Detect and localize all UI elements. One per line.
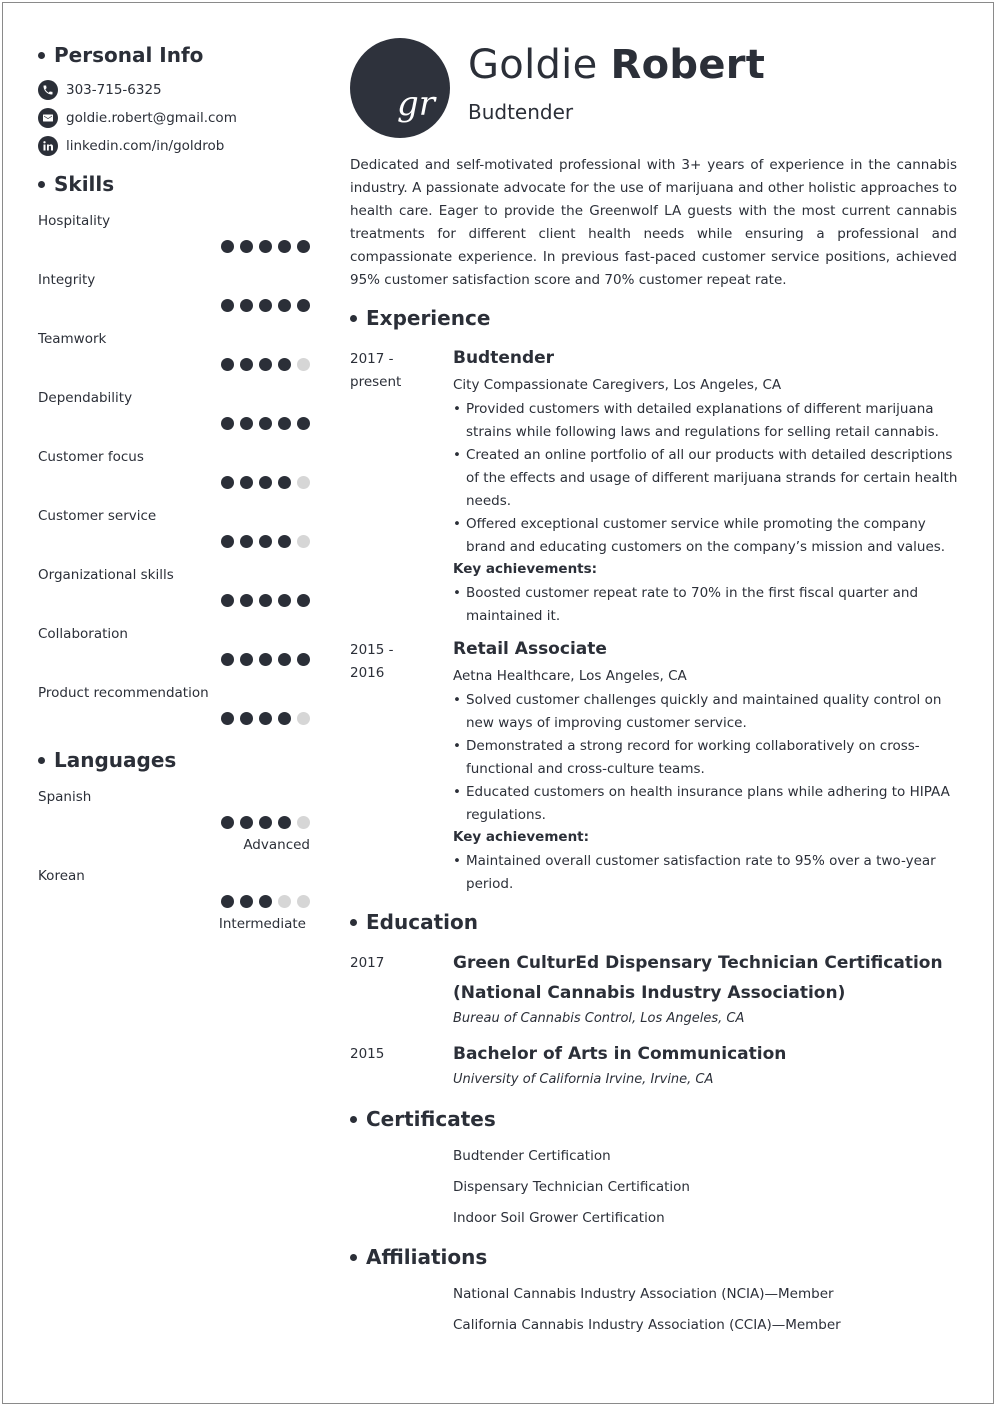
list-item: • Created an online portfolio of all our products with detailed descriptions of the effects and usage of different marijuana strands for certain health needs. — [453, 444, 959, 513]
list-item: • Maintained overall customer satisfaction rate to 95% over a two-year period. — [453, 850, 959, 896]
envelope-icon — [38, 108, 58, 128]
rating-dot-filled — [221, 816, 234, 829]
certificate-item: Budtender Certification — [453, 1148, 611, 1164]
personal-info-heading: Personal Info — [38, 43, 203, 67]
languages-heading: Languages — [38, 748, 176, 772]
rating-dot-filled — [278, 653, 291, 666]
phone-icon — [38, 80, 58, 100]
language-level: Advanced — [243, 837, 310, 853]
rating-dot-filled — [278, 712, 291, 725]
rating-dots — [215, 476, 310, 489]
rating-dot-filled — [278, 816, 291, 829]
linkedin-row — [38, 136, 224, 156]
rating-dot-filled — [240, 653, 253, 666]
rating-dot-filled — [259, 417, 272, 430]
bullet-dot — [38, 52, 45, 59]
linkedin-text: linkedin.com/in/goldrob — [66, 138, 225, 154]
rating-dot-filled — [221, 895, 234, 908]
rating-dot-filled — [259, 358, 272, 371]
rating-dot-filled — [221, 358, 234, 371]
education-title: Green CulturEd Dispensary Technician Certification (National Cannabis Industry Association) — [453, 953, 943, 1003]
rating-dot-filled — [259, 653, 272, 666]
education-institution: Bureau of Cannabis Control, Los Angeles, CA — [453, 1011, 745, 1026]
rating-dot-filled — [221, 712, 234, 725]
job-company: City Compassionate Caregivers, Los Angeles, CA — [453, 377, 782, 393]
rating-dot-filled — [221, 299, 234, 312]
affiliation-item: California Cannabis Industry Association (CCIA)—Member — [453, 1317, 841, 1333]
skill-name: Organizational skills — [38, 567, 174, 583]
list-item: • Offered exceptional customer service while promoting the company brand and educating customers on the company’s mission and values. — [453, 513, 959, 559]
language-name: Korean — [38, 868, 85, 884]
rating-dot-filled — [240, 594, 253, 607]
candidate-name: Goldie Robert — [468, 42, 766, 88]
list-item: • Solved customer challenges quickly and maintained quality control on new ways of improving customer service. — [453, 689, 959, 735]
job-dates: 2015 - 2016 — [350, 642, 394, 681]
rating-dot-filled — [259, 712, 272, 725]
bullet-dot — [350, 919, 357, 926]
rating-dot-filled — [221, 653, 234, 666]
bullet-dot — [350, 1116, 357, 1123]
rating-dot-filled — [278, 299, 291, 312]
rating-dot-filled — [259, 594, 272, 607]
email-text: goldie.robert@gmail.com — [66, 110, 237, 126]
rating-dot-filled — [278, 476, 291, 489]
rating-dot-filled — [259, 299, 272, 312]
bullet-dot — [38, 757, 45, 764]
rating-dot-filled — [259, 895, 272, 908]
job-dates: 2017 - present — [350, 351, 402, 390]
education-year: 2015 — [350, 1046, 385, 1062]
key-achievement-heading: Key achievement: — [453, 829, 590, 845]
rating-dots — [215, 895, 310, 908]
affiliation-item: National Cannabis Industry Association (NCIA)—Member — [453, 1286, 834, 1302]
rating-dot-filled — [278, 240, 291, 253]
summary-paragraph: Dedicated and self-motivated professional with 3+ years of experience in the cannabis industry. A passionate advocate for the use of marijuana and other holistic approaches to health care. Eager to provide the Greenwolf LA guests with the most current cannabis treatments for different client health needs while ensuring a professional and compassionate experience. In previous fast-paced customer service positions, achieved 95% customer satisfaction score and 70% customer repeat rate. — [350, 157, 957, 288]
rating-dot-filled — [278, 535, 291, 548]
rating-dot-filled — [221, 476, 234, 489]
rating-dots — [215, 535, 310, 548]
job-company: Aetna Healthcare, Los Angeles, CA — [453, 668, 687, 684]
skill-name: Integrity — [38, 272, 96, 288]
job-position: Retail Associate — [453, 639, 607, 659]
list-item: • Educated customers on health insurance plans while adhering to HIPAA regulations. — [453, 781, 959, 827]
job-bullets — [453, 398, 959, 559]
rating-dot-empty — [297, 358, 310, 371]
rating-dots — [215, 299, 310, 312]
skill-name: Customer focus — [38, 449, 144, 465]
rating-dot-empty — [297, 895, 310, 908]
email-row — [38, 108, 237, 128]
rating-dot-filled — [240, 240, 253, 253]
rating-dots — [215, 417, 310, 430]
rating-dots — [215, 712, 310, 725]
rating-dot-filled — [240, 299, 253, 312]
rating-dot-filled — [240, 816, 253, 829]
rating-dots — [215, 816, 310, 829]
bullet-dot — [350, 1254, 357, 1261]
rating-dot-empty — [278, 895, 291, 908]
achievement-bullets — [453, 582, 959, 628]
rating-dot-filled — [297, 594, 310, 607]
rating-dots — [215, 240, 310, 253]
rating-dot-filled — [240, 535, 253, 548]
skills-heading: Skills — [38, 172, 114, 196]
linkedin-icon — [38, 136, 58, 156]
phone-row — [38, 80, 162, 100]
rating-dot-filled — [259, 476, 272, 489]
education-year: 2017 — [350, 955, 385, 971]
phone-text: 303-715-6325 — [66, 82, 162, 98]
bullet-dot — [350, 315, 357, 322]
rating-dot-filled — [221, 417, 234, 430]
achievement-bullets — [453, 850, 959, 896]
rating-dot-filled — [297, 299, 310, 312]
certificates-heading: Certificates — [350, 1107, 496, 1131]
skill-name: Teamwork — [38, 331, 107, 347]
rating-dots — [215, 358, 310, 371]
job-position: Budtender — [453, 348, 555, 368]
list-item: • Demonstrated a strong record for working collaboratively on cross-functional and cross-culture teams. — [453, 735, 959, 781]
list-item: • Boosted customer repeat rate to 70% in the first fiscal quarter and maintained it. — [453, 582, 959, 628]
experience-heading: Experience — [350, 306, 490, 330]
skill-name: Hospitality — [38, 213, 111, 229]
rating-dot-filled — [278, 417, 291, 430]
rating-dot-empty — [297, 476, 310, 489]
rating-dot-filled — [221, 240, 234, 253]
rating-dots — [215, 594, 310, 607]
rating-dot-filled — [240, 476, 253, 489]
rating-dot-filled — [221, 535, 234, 548]
certificate-item: Indoor Soil Grower Certification — [453, 1210, 665, 1226]
rating-dot-filled — [297, 240, 310, 253]
skill-name: Customer service — [38, 508, 157, 524]
education-title: Bachelor of Arts in Communication — [453, 1044, 787, 1064]
avatar-initials: gr — [397, 84, 436, 124]
education-institution: University of California Irvine, Irvine, CA — [453, 1072, 714, 1087]
skill-name: Collaboration — [38, 626, 128, 642]
rating-dot-filled — [259, 535, 272, 548]
affiliations-heading: Affiliations — [350, 1245, 487, 1269]
rating-dot-empty — [297, 816, 310, 829]
language-name: Spanish — [38, 789, 92, 805]
rating-dot-empty — [297, 712, 310, 725]
certificate-item: Dispensary Technician Certification — [453, 1179, 690, 1195]
rating-dot-filled — [240, 417, 253, 430]
bullet-dot — [38, 181, 45, 188]
rating-dot-filled — [240, 895, 253, 908]
avatar — [350, 38, 450, 138]
rating-dot-filled — [278, 358, 291, 371]
job-bullets — [453, 689, 959, 827]
rating-dot-filled — [221, 594, 234, 607]
skill-name: Product recommendation — [38, 685, 209, 701]
rating-dot-filled — [240, 358, 253, 371]
job-title: Budtender — [468, 100, 574, 124]
rating-dot-empty — [297, 535, 310, 548]
skill-name: Dependability — [38, 390, 133, 406]
list-item: • Provided customers with detailed explanations of different marijuana strains while following laws and regulations for selling retail cannabis. — [453, 398, 959, 444]
key-achievements-heading: Key achievements: — [453, 561, 598, 577]
rating-dot-filled — [240, 712, 253, 725]
rating-dots — [215, 653, 310, 666]
rating-dot-filled — [259, 240, 272, 253]
language-level: Intermediate — [218, 916, 306, 932]
rating-dot-filled — [259, 816, 272, 829]
rating-dot-filled — [297, 417, 310, 430]
education-heading: Education — [350, 910, 478, 934]
rating-dot-filled — [278, 594, 291, 607]
rating-dot-filled — [297, 653, 310, 666]
